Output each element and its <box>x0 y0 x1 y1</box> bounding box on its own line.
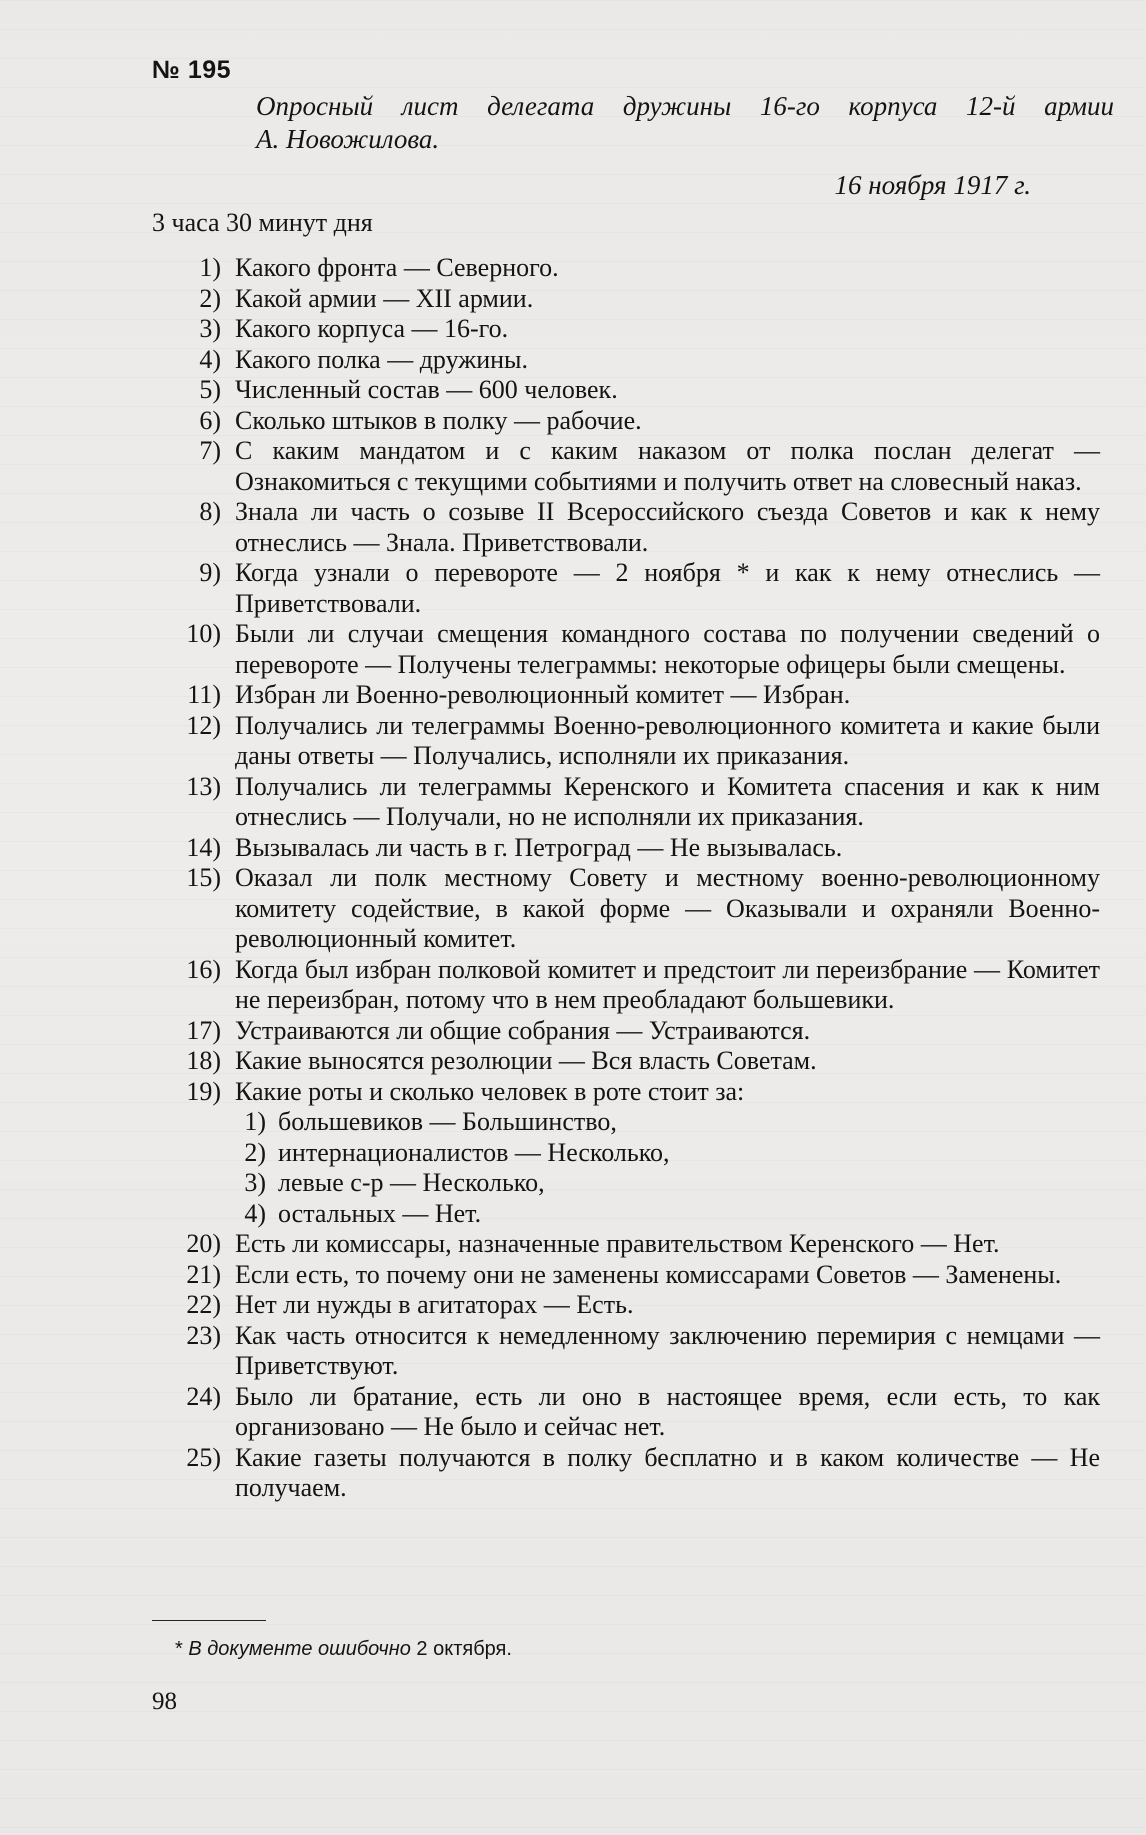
sub-answer-item <box>152 1107 1100 1138</box>
question-item <box>152 1443 1100 1504</box>
question-item <box>152 436 1100 497</box>
sub-answer-item <box>152 1138 1100 1169</box>
question-text: Какие выносятся резолюции — Вся власть Советам. <box>235 1046 817 1075</box>
question-item <box>152 406 1100 437</box>
question-number: 17) <box>186 1015 221 1045</box>
title-line-1: Опросный лист делегата дружины 16-го корпуса 12-й армии <box>256 91 1114 121</box>
question-number: 14) <box>186 832 221 862</box>
questionnaire-list <box>152 253 1100 1504</box>
question-text: Как часть относится к немедленному заключению перемирия с немцами — Приветствуют. <box>235 1320 1100 1380</box>
question-item <box>152 863 1100 955</box>
question-number: 22) <box>186 1290 221 1319</box>
question-number: 3) <box>199 314 221 343</box>
question-item <box>152 558 1100 619</box>
question-number: 25) <box>186 1442 221 1472</box>
question-text: Оказал ли полк местному Совету и местному военно-революционному комитету содействие, в какой форме — Оказывали и охраняли Военно-революционный комитет. <box>235 863 1100 953</box>
question-text: Избран ли Военно-революционный комитет — Избран. <box>235 680 851 709</box>
question-text: Какого полка — дружины. <box>235 344 528 374</box>
page-number: 98 <box>152 1688 177 1715</box>
question-text: Устраиваются ли общие собрания — Устраиваются. <box>235 1015 811 1045</box>
question-text: Было ли братание, есть ли оно в настоящее время, если есть, то как организовано — Не было и сейчас нет. <box>235 1381 1100 1441</box>
question-item <box>152 711 1100 772</box>
sub-answer-text: остальных — Нет. <box>278 1198 482 1228</box>
question-text: Есть ли комиссары, назначенные правительством Керенского — Нет. <box>235 1229 1000 1258</box>
sub-answer-text: большевиков — Большинство, <box>278 1107 617 1136</box>
question-number: 4) <box>199 344 221 374</box>
question-number: 19) <box>186 1076 221 1106</box>
question-item <box>152 497 1100 558</box>
title-line-2: А. Новожилова. <box>256 124 440 154</box>
question-item <box>152 1321 1100 1382</box>
question-text: Какие газеты получаются в полку бесплатно и в каком количестве — Не получаем. <box>235 1442 1100 1502</box>
question-item <box>152 680 1100 711</box>
sub-answer-number: 3) <box>244 1168 266 1197</box>
sub-answer-text: левые с-р — Несколько, <box>278 1168 545 1197</box>
question-number: 7) <box>199 436 221 465</box>
question-text: Нет ли нужды в агитаторах — Есть. <box>235 1290 634 1319</box>
question-number: 18) <box>186 1046 221 1075</box>
question-item <box>152 772 1100 833</box>
question-item <box>152 345 1100 376</box>
question-item <box>152 284 1100 315</box>
question-item <box>152 833 1100 864</box>
question-item <box>152 619 1100 680</box>
question-item <box>152 1290 1100 1321</box>
question-item <box>152 253 1100 284</box>
sub-answer-number: 2) <box>244 1137 266 1167</box>
question-number: 21) <box>186 1259 221 1289</box>
question-text: Какие роты и сколько человек в роте стоит за: <box>235 1076 745 1106</box>
question-text: Численный состав — 600 человек. <box>235 375 618 404</box>
footnote-divider <box>152 1620 266 1621</box>
question-item <box>152 1382 1100 1443</box>
question-text: Получались ли телеграммы Керенского и Комитета спасения и как к ним отнеслись — Получали, но не исполняли их приказания. <box>235 771 1100 831</box>
question-text: Сколько штыков в полку — рабочие. <box>235 405 642 435</box>
question-text: Когда узнали о перевороте — 2 ноября * и как к нему отнеслись — Приветствовали. <box>235 558 1100 618</box>
question-number: 5) <box>199 375 221 404</box>
question-number: 6) <box>199 405 221 435</box>
question-item <box>152 314 1100 345</box>
question-text: Получались ли телеграммы Военно-революционного комитета и какие были даны ответы — Получались, исполняли их приказания. <box>235 710 1100 770</box>
question-number: 20) <box>186 1229 221 1258</box>
document-date: 16 ноября 1917 г. <box>834 170 1031 200</box>
question-text: Какого корпуса — 16-го. <box>235 314 509 343</box>
question-text: Когда был избран полковой комитет и предстоит ли переизбрание — Комитет не переизбран, потому что в нем преобладают большевики. <box>235 954 1100 1014</box>
question-text: Какой армии — XII армии. <box>235 283 534 313</box>
question-item <box>152 375 1100 406</box>
question-text: Если есть, то почему они не заменены комиссарами Советов — Заменены. <box>235 1259 1062 1289</box>
question-item <box>152 1016 1100 1047</box>
question-number: 16) <box>186 954 221 984</box>
question-text: Были ли случаи смещения командного состава по получении сведений о перевороте — Получены телеграммы: некоторые офицеры были смещены. <box>235 619 1100 679</box>
question-number: 15) <box>186 863 221 892</box>
footnote-text: В документе ошибочно <box>188 1638 411 1660</box>
question-number: 11) <box>187 680 221 709</box>
question-text: С каким мандатом и с каким наказом от полка послан делегат — Ознакомиться с текущими событиями и получить ответ на словесный наказ. <box>235 436 1100 496</box>
question-number: 9) <box>199 558 221 587</box>
sub-answer-item <box>152 1199 1100 1230</box>
question-number: 23) <box>186 1320 221 1350</box>
question-number: 10) <box>186 619 221 648</box>
question-item <box>152 955 1100 1016</box>
question-item <box>152 1077 1100 1108</box>
footnote <box>175 1638 512 1661</box>
question-number: 8) <box>199 497 221 526</box>
sub-answer-number: 1) <box>244 1107 266 1136</box>
document-title <box>256 90 1114 156</box>
footnote-tail: 2 октября. <box>416 1638 512 1660</box>
question-number: 2) <box>199 283 221 313</box>
question-text: Вызывалась ли часть в г. Петроград — Не вызывалась. <box>235 832 843 862</box>
question-item <box>152 1260 1100 1291</box>
document-time: 3 часа 30 минут дня <box>152 208 373 237</box>
question-number: 24) <box>186 1381 221 1411</box>
sub-answer-text: интернационалистов — Несколько, <box>278 1137 670 1167</box>
question-number: 12) <box>186 710 221 740</box>
question-number: 1) <box>199 253 221 282</box>
question-item <box>152 1046 1100 1077</box>
question-text: Знала ли часть о созыве II Всероссийского съезда Советов и как к нему отнеслись — Знала. Приветствовали. <box>235 497 1100 557</box>
sub-answer-number: 4) <box>244 1198 266 1228</box>
footnote-marker: * <box>175 1638 183 1660</box>
question-number: 13) <box>186 771 221 801</box>
document-number: № 195 <box>152 56 232 84</box>
question-text: Какого фронта — Северного. <box>235 253 559 282</box>
question-item <box>152 1229 1100 1260</box>
sub-answer-item <box>152 1168 1100 1199</box>
